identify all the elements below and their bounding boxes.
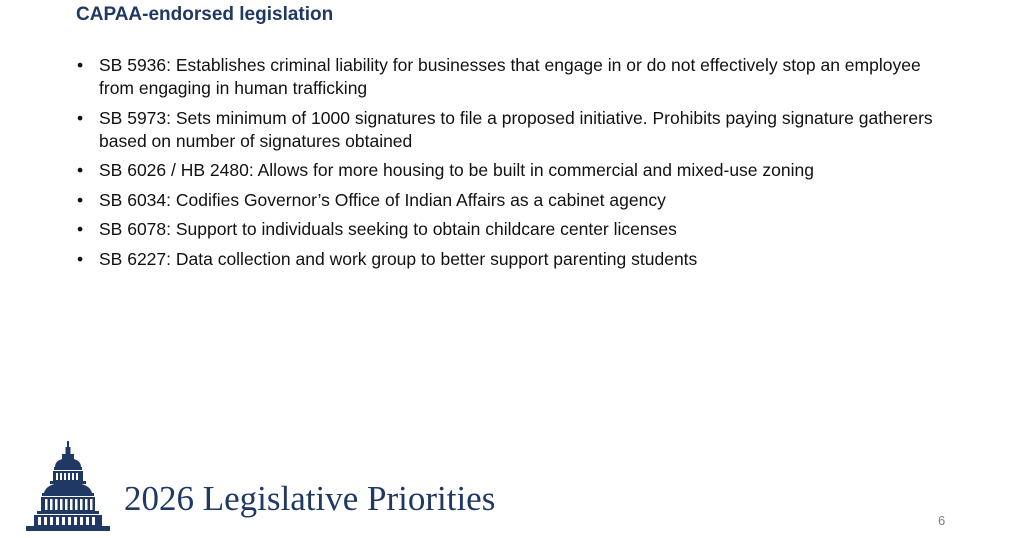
list-item-text: SB 5973: Sets minimum of 1000 signatures to file a proposed initiative. Prohibits paying signature gatherers based on number of signatures obtained [99, 107, 933, 151]
legislation-list [76, 54, 956, 277]
list-item [76, 159, 956, 182]
page-number: 6 [938, 513, 946, 528]
bullet-icon: • [77, 219, 84, 239]
bullet-icon: • [77, 160, 84, 180]
list-item [76, 248, 956, 271]
list-item [76, 218, 956, 241]
list-item [76, 189, 956, 212]
bullet-icon: • [77, 107, 84, 128]
bullet-icon: • [77, 189, 84, 210]
bullet-icon: • [77, 248, 84, 269]
list-item-text: SB 6026 / HB 2480: Allows for more housing to be built in commercial and mixed-use zoning [99, 160, 814, 180]
capitol-dome-icon [22, 441, 114, 533]
list-item-text: SB 6034: Codifies Governor’s Office of Indian Affairs as a cabinet agency [99, 189, 666, 210]
list-item-text: SB 6227: Data collection and work group to better support parenting students [99, 248, 698, 269]
bullet-icon: • [77, 55, 84, 75]
list-item [76, 107, 956, 153]
footer-title: 2026 Legislative Priorities [124, 479, 496, 518]
list-item [76, 54, 956, 100]
slide-title: CAPAA-endorsed legislation [76, 4, 334, 25]
list-item-text: SB 5936: Establishes criminal liability for businesses that engage in or do not effectively stop an employee from engaging in human trafficking [99, 55, 921, 98]
list-item-text: SB 6078: Support to individuals seeking to obtain childcare center licenses [99, 219, 677, 239]
